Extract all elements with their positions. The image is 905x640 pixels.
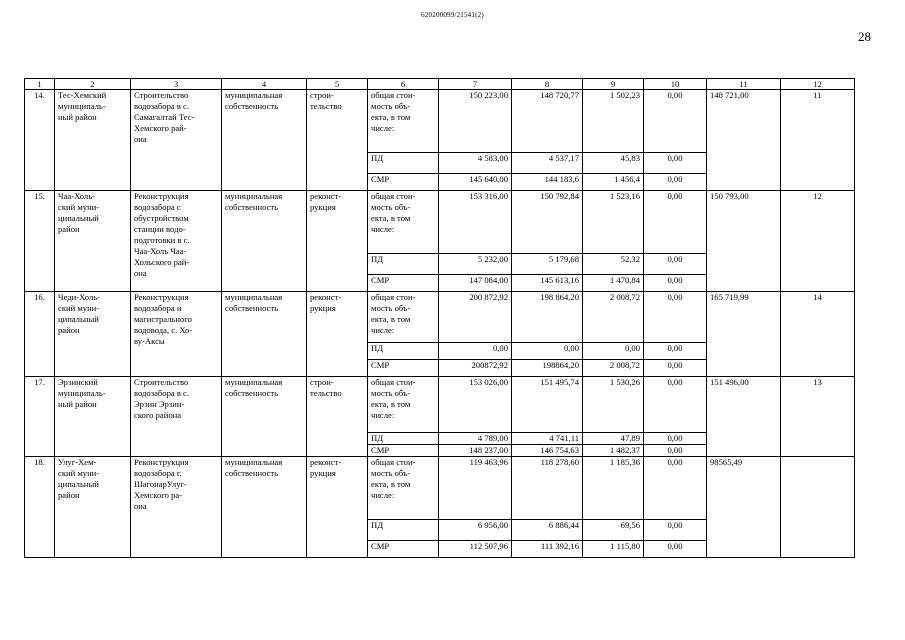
column-number-row: [25, 79, 855, 90]
ownership-cell: муниципальная собственность: [222, 292, 307, 377]
object-cell: Реконструкция водозабора г. ШагонарУлуг- Хемского ра- она: [131, 457, 222, 558]
total-col7: 153 316,00: [439, 191, 512, 254]
document-id: 620200099/21541(2): [421, 11, 484, 19]
total-col7: 119 463,96: [439, 457, 512, 520]
row-number: 14.: [25, 90, 55, 191]
pd-label-cell: ПД: [368, 433, 439, 445]
row-number: 18.: [25, 457, 55, 558]
total-col8: 150 792,84: [512, 191, 583, 254]
ownership-cell: муниципальная собственность: [222, 457, 307, 558]
object-cell: Реконструкция водозабора с обустройством станции водо- подготовки в с. Чаа-Холь Чаа- Хольского рай- она: [131, 191, 222, 292]
smr-label-cell: СМР: [368, 360, 439, 377]
smr-col9: 1 482,37: [583, 445, 644, 457]
data-table: [24, 78, 855, 558]
pd-col10: 0,00: [644, 520, 707, 541]
pd-col8: 4 537,17: [512, 153, 583, 174]
smr-col9: 2 008,72: [583, 360, 644, 377]
total-col10: 0,00: [644, 90, 707, 153]
object-cell: Строительство водозабора в с. Самагалтай Тес- Хемского рай- она: [131, 90, 222, 191]
pd-col7: 5 232,00: [439, 254, 512, 275]
total-label-cell: общая стои- мость объ- екта, в том числе:: [368, 90, 439, 153]
work-type-cell: реконст- рукция: [307, 457, 368, 558]
total-label-cell: общая стои- мость объ- екта, в том числе:: [368, 292, 439, 343]
pd-col8: 4 741,11: [512, 433, 583, 445]
col-header: 5: [307, 79, 368, 90]
pd-label-cell: ПД: [368, 254, 439, 275]
total-label-cell: общая стои- мость объ- екта, в том числе:: [368, 377, 439, 433]
total-col7: 150 223,00: [439, 90, 512, 153]
pd-label-cell: ПД: [368, 343, 439, 360]
work-type-cell: реконст- рукция: [307, 292, 368, 377]
smr-col10: 0,00: [644, 174, 707, 191]
col12-cell: 14: [781, 292, 855, 377]
smr-col7: 145 640,00: [439, 174, 512, 191]
total-label-cell: общая стои- мость объ- екта, в том числе:: [368, 457, 439, 520]
pd-col10: 0,00: [644, 343, 707, 360]
smr-label-cell: СМР: [368, 541, 439, 558]
smr-label-cell: СМР: [368, 174, 439, 191]
total-label-cell: общая стои- мость объ- екта, в том числе:: [368, 191, 439, 254]
pd-col7: 4 789,00: [439, 433, 512, 445]
row-number: 16.: [25, 292, 55, 377]
total-col9: 2 008,72: [583, 292, 644, 343]
pd-col9: 0,00: [583, 343, 644, 360]
total-col9: 1 523,16: [583, 191, 644, 254]
col12-cell: 11: [781, 90, 855, 191]
pd-col8: 6 886,44: [512, 520, 583, 541]
col11-cell: 165 719,99: [707, 292, 781, 377]
pd-col9: 69,56: [583, 520, 644, 541]
smr-col8: 198864,20: [512, 360, 583, 377]
smr-col10: 0,00: [644, 445, 707, 457]
col-header: 11: [707, 79, 781, 90]
work-type-cell: строи- тельство: [307, 90, 368, 191]
pd-col10: 0,00: [644, 153, 707, 174]
pd-label-cell: ПД: [368, 520, 439, 541]
pd-label-cell: ПД: [368, 153, 439, 174]
col-header: 2: [55, 79, 131, 90]
total-col7: 200 872,92: [439, 292, 512, 343]
row-number: 15.: [25, 191, 55, 292]
district-cell: Улуг-Хем- ский муни- ципальный район: [55, 457, 131, 558]
total-col9: 1 185,36: [583, 457, 644, 520]
total-col8: 148 720,77: [512, 90, 583, 153]
ownership-cell: муниципальная собственность: [222, 377, 307, 457]
ownership-cell: муниципальная собственность: [222, 191, 307, 292]
col-header: 7: [439, 79, 512, 90]
col12-cell: 12: [781, 191, 855, 292]
object-cell: Строительство водозабора в с. Эрзин Эрзин- ского района: [131, 377, 222, 457]
smr-col7: 200872,92: [439, 360, 512, 377]
col12-cell: 13: [781, 377, 855, 457]
col-header: 3: [131, 79, 222, 90]
pd-col7: 6 956,00: [439, 520, 512, 541]
district-cell: Чаа-Холь- ский муни- ципальный район: [55, 191, 131, 292]
col-header: 6: [368, 79, 439, 90]
table-row: [25, 191, 855, 254]
col-header: 12: [781, 79, 855, 90]
smr-col8: 144 183,6: [512, 174, 583, 191]
smr-col10: 0,00: [644, 360, 707, 377]
ownership-cell: муниципальная собственность: [222, 90, 307, 191]
col11-cell: 151 496,00: [707, 377, 781, 457]
pd-col10: 0,00: [644, 433, 707, 445]
total-col10: 0,00: [644, 377, 707, 433]
smr-col7: 147 084,00: [439, 275, 512, 292]
row-number: 17.: [25, 377, 55, 457]
pd-col8: 0,00: [512, 343, 583, 360]
smr-col7: 148 237,00: [439, 445, 512, 457]
col11-cell: 150 793,00: [707, 191, 781, 292]
pd-col8: 5 179,68: [512, 254, 583, 275]
col-header: 8: [512, 79, 583, 90]
col-header: 10: [644, 79, 707, 90]
smr-col10: 0,00: [644, 275, 707, 292]
work-type-cell: строи- тельство: [307, 377, 368, 457]
table-row: [25, 377, 855, 433]
col-header: 4: [222, 79, 307, 90]
pd-col9: 52,32: [583, 254, 644, 275]
smr-col7: 112 507,96: [439, 541, 512, 558]
smr-label-cell: СМР: [368, 445, 439, 457]
smr-col9: 1 470,84: [583, 275, 644, 292]
smr-col8: 111 392,16: [512, 541, 583, 558]
total-col10: 0,00: [644, 292, 707, 343]
smr-col8: 146 754,63: [512, 445, 583, 457]
smr-col9: 1 456,4: [583, 174, 644, 191]
col11-cell: 98565,49: [707, 457, 781, 558]
total-col9: 1 502,23: [583, 90, 644, 153]
total-col8: 198 864,20: [512, 292, 583, 343]
total-col8: 151 495,74: [512, 377, 583, 433]
district-cell: Эрзинский муниципаль- ный район: [55, 377, 131, 457]
object-cell: Реконструкция водозабора и магистрального водовода, с. Хо- ву-Аксы: [131, 292, 222, 377]
pd-col9: 47,89: [583, 433, 644, 445]
col11-cell: 148 721,00: [707, 90, 781, 191]
total-col10: 0,00: [644, 191, 707, 254]
table-row: [25, 292, 855, 343]
total-col9: 1 530,26: [583, 377, 644, 433]
total-col7: 153 026,00: [439, 377, 512, 433]
work-type-cell: реконст- рукция: [307, 191, 368, 292]
page-number: 28: [858, 29, 871, 44]
pd-col7: 0,00: [439, 343, 512, 360]
total-col10: 0,00: [644, 457, 707, 520]
pd-col10: 0,00: [644, 254, 707, 275]
smr-label-cell: СМР: [368, 275, 439, 292]
pd-col9: 45,83: [583, 153, 644, 174]
district-cell: Тес-Хемский муниципаль- ный район: [55, 90, 131, 191]
col-header: 9: [583, 79, 644, 90]
col-header: 1: [25, 79, 55, 90]
pd-col7: 4 583,00: [439, 153, 512, 174]
col12-cell: [781, 457, 855, 558]
smr-col10: 0,00: [644, 541, 707, 558]
district-cell: Чеди-Холь- ский муни- ципальный район: [55, 292, 131, 377]
smr-col8: 145 613,16: [512, 275, 583, 292]
table-row: [25, 90, 855, 153]
total-col8: 118 278,60: [512, 457, 583, 520]
table-row: [25, 457, 855, 520]
smr-col9: 1 115,80: [583, 541, 644, 558]
